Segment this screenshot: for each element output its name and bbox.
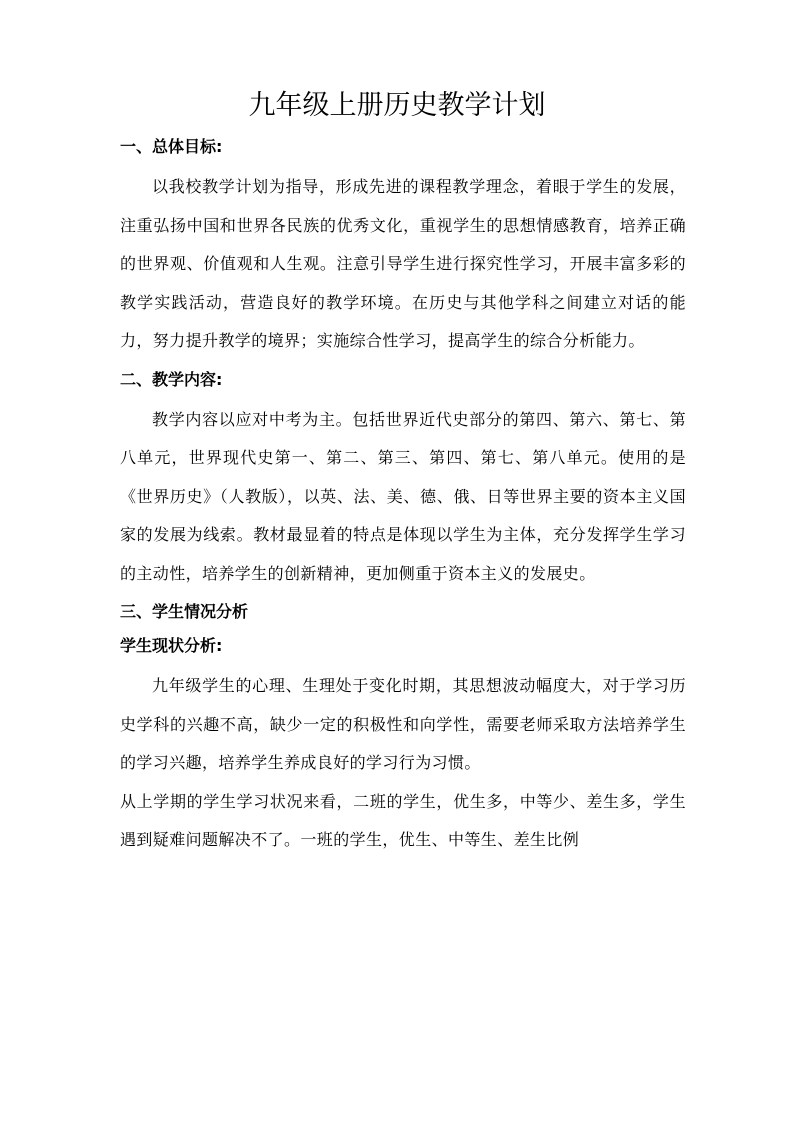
- section-heading-goals: 一、总体目标:: [120, 137, 223, 156]
- section-paragraph-students: 九年级学生的心理、生理处于变化时期，其思想波动幅度大，对于学习历史学科的兴趣不高，缺少一定的积极性和向学性，需要老师采取方法培养学生的学习兴趣，培养学生养成良好的学习行为习惯。: [120, 676, 686, 772]
- section-paragraph-goals: 以我校教学计划为指导，形成先进的课程教学理念，着眼于学生的发展，注重弘扬中国和世界各民族的优秀文化，重视学生的思想情感教育，培养正确的世界观、价值观和人生观。注意引导学生进行探究性学习，开展丰富多彩的教学实践活动，营造良好的教学环境。在历史与其他学科之间建立对话的能力，努力提升教学的境界；实施综合性学习，提高学生的综合分析能力。: [120, 177, 686, 350]
- section-heading-content: 二、教学内容:: [120, 369, 223, 389]
- section-paragraph-students-trailing: 从上学期的学生学习状况来看，二班的学生，优生多，中等少、差生多，学生遇到疑难问题解决不了。一班的学生，优生、中等生、差生比例: [120, 791, 686, 849]
- document-title: 九年级上册历史教学计划: [248, 90, 546, 121]
- section-subheading-student-status: 学生现状分析:: [120, 636, 223, 655]
- section-paragraph-content: 教学内容以应对中考为主。包括世界近代史部分的第四、第六、第七、第八单元，世界现代史第一、第二、第三、第四、第七、第八单元。使用的是《世界历史》（人教版），以英、法、美、德、俄、日等世界主要的资本主义国家的发展为线索。教材最显着的特点是体现以学生为主体，充分发挥学生学习的主动性，培养学生的创新精神，更加侧重于资本主义的发展史。: [120, 409, 686, 583]
- document-body: [120, 134, 686, 860]
- section-heading-students: 三、学生情况分析: [120, 602, 249, 621]
